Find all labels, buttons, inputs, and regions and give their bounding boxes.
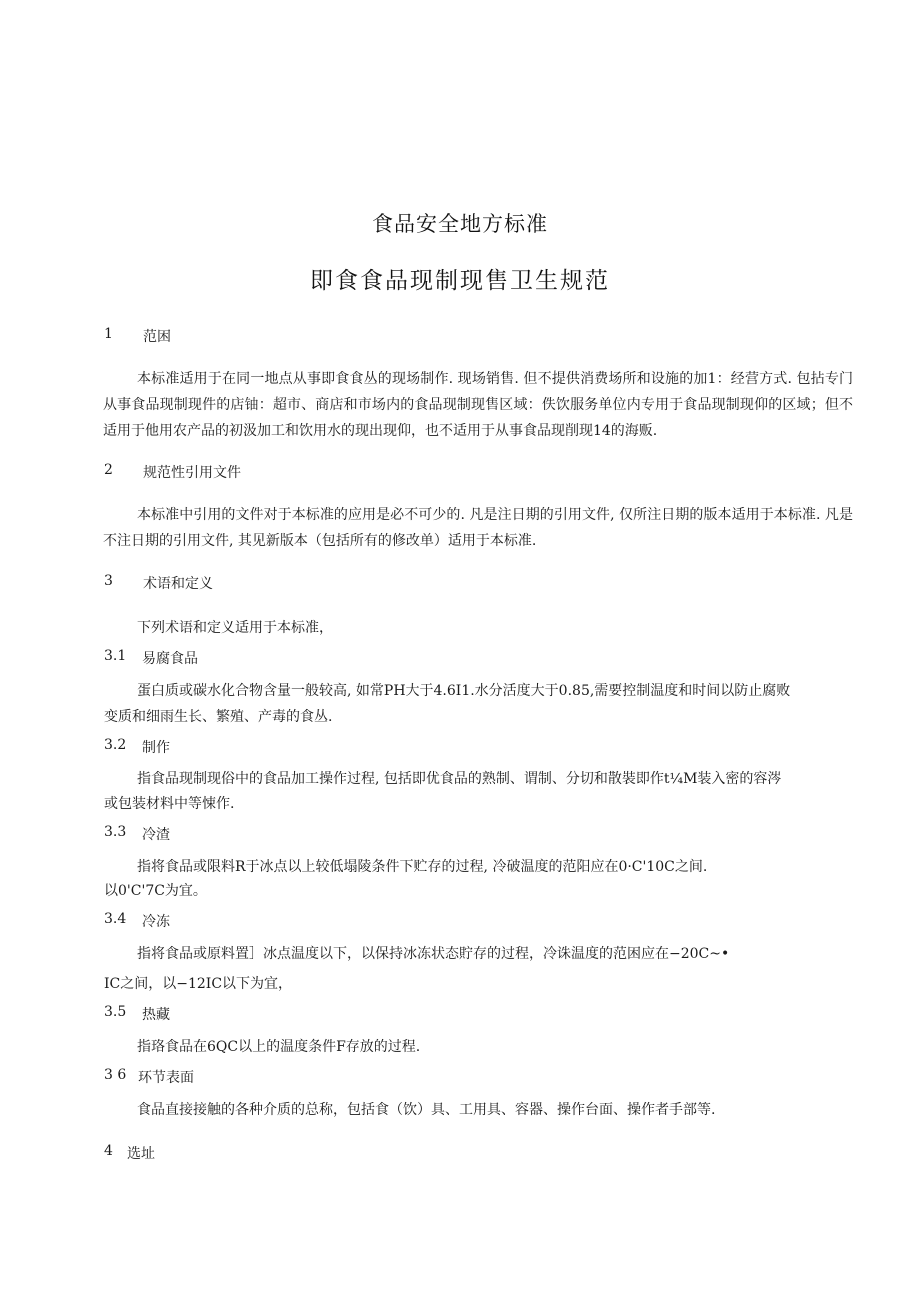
- term-heading-3-1: [0, 648, 920, 672]
- section-heading-2: [0, 462, 920, 486]
- term-3-1-line2: 变质和细雨生长、繁殖、产毒的食丛.: [104, 709, 333, 725]
- term-heading-3-2: [0, 737, 920, 761]
- term-number: 3.5: [104, 1004, 127, 1020]
- section-title: 术语和定义: [143, 576, 213, 592]
- term-title: 冷冻: [142, 914, 170, 930]
- term-title: 制作: [142, 740, 170, 756]
- section-heading-1: [0, 326, 920, 350]
- term-number: 3.1: [104, 648, 127, 664]
- section-2-paragraph: 本标准中引用的文件对于本标准的应用是必不可少的. 凡是注日期的引用文件, 仅所注日期的版本适用于本标准. 凡是不注日期的引用文件, 其见新版本（包括所有的修改单）适用于本标准.: [103, 507, 853, 549]
- term-title: 环节表面: [138, 1070, 194, 1086]
- section-number: 4: [104, 1143, 113, 1159]
- term-heading-3-4: [0, 911, 920, 935]
- term-title: 冷渣: [142, 827, 170, 843]
- term-heading-3-3: [0, 824, 920, 848]
- term-3-5-line1: 指珞食品在6QC以上的温度条件F存放的过程.: [137, 1039, 421, 1055]
- term-3-6-line1: 食品直接接触的各种介质的总称，包括食（饮）具、工用具、容器、操作台面、操作者手部等.: [137, 1102, 716, 1118]
- term-number: 3.2: [104, 737, 127, 753]
- term-number: 3.4: [104, 911, 127, 927]
- term-3-3-line1: 指将食品或限料R于冰点以上较低塌陵条件下贮存的过程, 冷破温度的范阳应在0·C'10C之间.: [137, 859, 708, 875]
- document-title-line2: 即食食品现制现售卫生规范: [310, 268, 610, 294]
- term-heading-3-5: [0, 1004, 920, 1028]
- document-title-line1: 食品安全地方标准: [372, 212, 548, 236]
- term-title: 易腐食品: [142, 651, 198, 667]
- section-title: 范困: [143, 329, 171, 345]
- term-heading-3-6: [0, 1067, 920, 1091]
- section-heading-4: [0, 1143, 920, 1167]
- term-3-4-line1: 指将食品或原料置］冰点温度以下，以保持冰冻状态貯存的过程，冷诛温度的范困应在−20C~•: [137, 946, 730, 962]
- term-3-4-line2: IC之间，以−12IC以下为宜，: [104, 976, 293, 992]
- section-title: 规范性引用文件: [143, 465, 241, 481]
- term-title: 热藏: [142, 1007, 170, 1023]
- section-title: 选址: [127, 1146, 155, 1162]
- section-1-paragraph: 本标准适用于在同一地点从事即食食丛的现场制作. 现场销售. 但不提供消费场所和设施的加1：经营方式. 包拈专门从事食品现制现件的店铀：超市、商店和市场内的食品现制现售区域：佚饮服务单位内专用于食品现制现仰的区域；但不适用于他用农产品的初汲加工和饮用水的现出现仰，也不适用于从事食品现削现14的海贩.: [103, 371, 853, 439]
- section-heading-3: [0, 573, 920, 597]
- term-number: 3.3: [104, 824, 127, 840]
- section-number: 3: [104, 573, 113, 589]
- term-3-2-line1: 指食品现制现俗中的食品加工操作过程, 包括即优食品的熟制、谓制、分切和散裝即作t¼M装入密的容涔: [137, 771, 782, 787]
- term-3-2-line2: 或包装材料中等悚作.: [104, 796, 235, 812]
- term-3-3-line2: 以0'C'7C为宜。: [104, 883, 207, 899]
- section-number: 1: [104, 326, 113, 342]
- term-number: 3 6: [104, 1067, 127, 1083]
- term-3-1-line1: 蛋白质或碳水化合物含量一般较高, 如常PH大于4.6I1.水分活度大于0.85,需要控制温度和时间以防止腐败: [137, 683, 791, 699]
- section-number: 2: [104, 462, 113, 478]
- section-3-intro: 下列术语和定义适用于本标准，: [137, 620, 333, 636]
